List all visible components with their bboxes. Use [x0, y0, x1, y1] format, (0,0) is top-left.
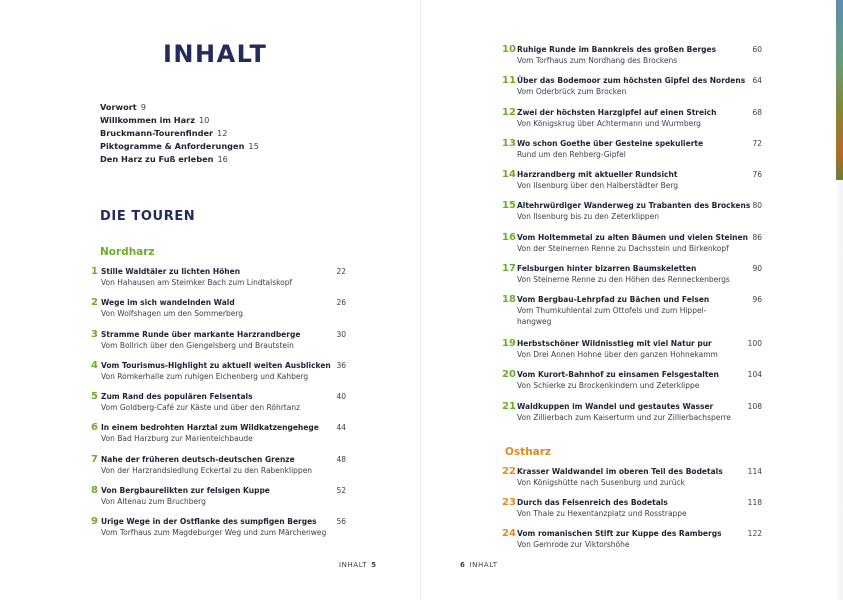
tour-title: In einem bedrohten Harztal zum Wildkatzengehege: [101, 423, 319, 432]
tour-subtitle-continued: hangweg: [517, 317, 552, 326]
tour-title: Herbstschöner Wildnisstieg mit viel Natur pur: [517, 339, 712, 348]
tour-page: 26: [336, 298, 346, 307]
tour-subtitle: Vom Thumkuhlental zum Ottofels und zum Hippel-: [517, 306, 707, 315]
tour-entry-24[interactable]: [502, 528, 762, 556]
tour-entry-13[interactable]: [502, 138, 762, 166]
tour-number: 13: [502, 138, 516, 149]
tour-subtitle: Von Ilsenburg über den Halberstädter Berg: [517, 181, 679, 190]
tour-entry-19[interactable]: [502, 338, 762, 366]
tour-subtitle: Von Wolfshagen um den Sommerberg: [101, 309, 244, 318]
tour-entry-20[interactable]: [502, 369, 762, 397]
tour-number: 8: [91, 485, 98, 496]
front-matter-page: 15: [248, 141, 259, 151]
tour-title: Über das Bodemoor zum höchsten Gipfel des Nordens: [517, 76, 746, 85]
tour-subtitle: Von Thale zu Hexentanzplatz und Rosstrappe: [517, 509, 687, 518]
right-page: [421, 0, 843, 600]
tour-number: 18: [502, 294, 516, 305]
tour-entry-9[interactable]: [86, 516, 346, 544]
tour-number: 23: [502, 497, 516, 508]
tour-entry-10[interactable]: [502, 44, 762, 72]
tour-entry-5[interactable]: [86, 391, 346, 419]
tour-subtitle: Von Hahausen am Steimker Bach zum Lindtalskopf: [101, 278, 293, 287]
tour-number: 2: [91, 297, 98, 308]
tour-title: Harzrandberg mit aktueller Rundsicht: [517, 170, 678, 179]
tour-number: 16: [502, 232, 516, 243]
front-matter-item[interactable]: [100, 114, 259, 127]
tour-entry-2[interactable]: [86, 297, 346, 325]
tour-title: Von Bergbaurelikten zur felsigen Kuppe: [101, 486, 270, 495]
tour-title: Zum Rand des populären Felsentals: [101, 392, 253, 401]
front-matter-page: 9: [140, 102, 146, 112]
tour-subtitle: Von der Steinernen Renne zu Dachsstein und Birkenkopf: [517, 244, 729, 253]
tour-subtitle: Von Königskrug über Achtermann und Wurmberg: [517, 119, 701, 128]
tour-entry-3[interactable]: [86, 329, 346, 357]
tour-entry-22[interactable]: [502, 466, 762, 494]
tour-number: 11: [502, 75, 516, 86]
tour-title: Waldkuppen im Wandel und gestautes Wasser: [517, 402, 714, 411]
tour-page: 36: [336, 361, 346, 370]
tour-entry-23[interactable]: [502, 497, 762, 525]
tour-page: 104: [747, 370, 762, 379]
front-matter-page: 12: [217, 128, 228, 138]
tour-subtitle: Vom Torfhaus zum Nordhang des Brockens: [517, 56, 678, 65]
tour-page: 80: [752, 201, 762, 210]
tour-page: 60: [752, 45, 762, 54]
tour-entry-8[interactable]: [86, 485, 346, 513]
tour-subtitle: Von Romkerhalle zum ruhigen Eichenberg und Kahberg: [101, 372, 309, 381]
tour-title: Krasser Waldwandel im oberen Teil des Bodetals: [517, 467, 723, 476]
front-matter-list: [100, 101, 259, 166]
tour-subtitle: Von Ilsenburg bis zu den Zeterklippen: [517, 212, 659, 221]
footer-right: [456, 561, 498, 569]
tour-page: 22: [336, 267, 346, 276]
front-matter-title: Den Harz zu Fuß erleben: [100, 154, 214, 164]
tour-entry-15[interactable]: [502, 200, 762, 228]
front-matter-item[interactable]: [100, 140, 259, 153]
tour-page: 30: [336, 330, 346, 339]
tour-subtitle: Von Bad Harzburg zur Marienteichbaude: [101, 434, 253, 443]
tour-number: 10: [502, 44, 516, 55]
tour-subtitle: Von Drei Annen Hohne über den ganzen Hohnekamm: [517, 350, 718, 359]
front-matter-title: Piktogramme & Anforderungen: [100, 141, 245, 151]
tour-title: Ruhige Runde im Bannkreis des großen Berges: [517, 45, 717, 54]
tour-entry-18[interactable]: [502, 294, 762, 332]
front-matter-item[interactable]: [100, 127, 259, 140]
next-page-photo-edge: [836, 0, 843, 180]
tour-page: 44: [336, 423, 346, 432]
tour-subtitle: Von Steinerne Renne zu den Höhen des Renneckenbergs: [517, 275, 730, 284]
tour-title: Vom Holtemmetal zu alten Bäumen und vielen Steinen: [517, 233, 748, 242]
tour-title: Stramme Runde über markante Harzrandberge: [101, 330, 301, 339]
tour-page: 96: [752, 295, 762, 304]
tour-title: Altehrwürdiger Wanderweg zu Trabanten des Brockens: [517, 201, 751, 210]
tour-page: 40: [336, 392, 346, 401]
tour-subtitle: Vom Bollrich über den Giengelsberg und Brautstein: [101, 341, 294, 350]
tour-title: Stille Waldtäler zu lichten Höhen: [101, 267, 241, 276]
front-matter-item[interactable]: [100, 101, 259, 114]
tour-title: Nahe der früheren deutsch-deutschen Grenze: [101, 455, 295, 464]
tour-entry-11[interactable]: [502, 75, 762, 103]
tour-number: 15: [502, 200, 516, 211]
tour-entry-1[interactable]: [86, 266, 346, 294]
tour-page: 108: [747, 402, 762, 411]
tour-page: 72: [752, 139, 762, 148]
page-title: INHALT: [163, 40, 268, 68]
tour-title: Urige Wege in der Ostflanke des sumpfigen Berges: [101, 517, 317, 526]
front-matter-item[interactable]: [100, 153, 259, 166]
tour-subtitle: Vom Oderbrück zum Brocken: [517, 87, 627, 96]
left-page: [0, 0, 421, 600]
footer-page-number: 5: [371, 561, 377, 569]
tour-number: 12: [502, 107, 516, 118]
tour-number: 22: [502, 466, 516, 477]
tour-number: 14: [502, 169, 516, 180]
tour-entry-21[interactable]: [502, 401, 762, 429]
tour-number: 7: [91, 454, 98, 465]
tour-number: 24: [502, 528, 516, 539]
tour-number: 19: [502, 338, 516, 349]
next-page-edge: [836, 180, 843, 600]
tour-page: 86: [752, 233, 762, 242]
tour-page: 68: [752, 108, 762, 117]
tour-subtitle: Von der Harzrandsiedlung Eckertal zu den Rabenklippen: [101, 466, 313, 475]
tour-title: Vom Kurort-Bahnhof zu einsamen Felsgestalten: [517, 370, 719, 379]
tour-entry-12[interactable]: [502, 107, 762, 135]
tour-number: 20: [502, 369, 516, 380]
tour-title: Wege im sich wandelnden Wald: [101, 298, 235, 307]
tour-page: 48: [336, 455, 346, 464]
tour-page: 52: [336, 486, 346, 495]
tour-page: 114: [747, 467, 762, 476]
tour-subtitle: Von Altenau zum Bruchberg: [101, 497, 206, 506]
tour-subtitle: Von Gernrode zur Viktorshöhe: [517, 540, 630, 549]
tour-title: Vom romanischen Stift zur Kuppe des Rambergs: [517, 529, 722, 538]
tour-page: 122: [747, 529, 762, 538]
footer-left: [339, 561, 381, 569]
tour-page: 76: [752, 170, 762, 179]
tour-subtitle: Rund um den Rehberg-Gipfel: [517, 150, 626, 159]
section-heading-tours: DIE TOUREN: [100, 209, 196, 224]
footer-label: INHALT: [469, 561, 498, 569]
footer-label: INHALT: [339, 561, 368, 569]
tour-entry-17[interactable]: [502, 263, 762, 291]
tour-title: Vom Bergbau-Lehrpfad zu Bächen und Felsen: [517, 295, 710, 304]
footer-page-number: 6: [460, 561, 466, 569]
tour-number: 6: [91, 422, 98, 433]
tour-entry-16[interactable]: [502, 232, 762, 260]
tour-title: Felsburgen hinter bizarren Baumskeletten: [517, 264, 697, 273]
tour-subtitle: Von Königshütte nach Susenburg und zurück: [517, 478, 685, 487]
tour-entry-7[interactable]: [86, 454, 346, 482]
tour-page: 56: [336, 517, 346, 526]
front-matter-title: Willkommen im Harz: [100, 115, 195, 125]
tour-page: 118: [747, 498, 762, 507]
tour-subtitle: Vom Goldberg-Café zur Käste und über den Röhrtanz: [101, 403, 301, 412]
region-heading-nordharz: Nordharz: [100, 246, 155, 258]
tour-page: 90: [752, 264, 762, 273]
tour-number: 9: [91, 516, 98, 527]
region-heading-ostharz: Ostharz: [505, 446, 552, 458]
tour-entry-4[interactable]: [86, 360, 346, 388]
tour-title: Vom Tourismus-Highlight zu aktuell weiten Ausblicken: [101, 361, 331, 370]
tour-number: 1: [91, 266, 98, 277]
tour-page: 64: [752, 76, 762, 85]
tour-subtitle: Vom Torfhaus zum Magdeburger Weg und zum Märchenweg: [101, 528, 327, 537]
front-matter-title: Vorwort: [100, 102, 137, 112]
front-matter-page: 16: [217, 154, 228, 164]
tour-number: 21: [502, 401, 516, 412]
front-matter-title: Bruckmann-Tourenfinder: [100, 128, 214, 138]
tour-number: 3: [91, 329, 98, 340]
tour-title: Zwei der höchsten Harzgipfel auf einen Streich: [517, 108, 717, 117]
tour-entry-6[interactable]: [86, 422, 346, 450]
tour-title: Wo schon Goethe über Gesteine spekulierte: [517, 139, 704, 148]
tour-title: Durch das Felsenreich des Bodetals: [517, 498, 668, 507]
tour-number: 4: [91, 360, 98, 371]
tour-number: 5: [91, 391, 98, 402]
tour-subtitle: Von Zillierbach zum Kaiserturm und zur Zillierbachsperre: [517, 413, 731, 422]
tour-subtitle: Von Schierke zu Brockenkindern und Zeterklippe: [517, 381, 700, 390]
tour-page: 100: [747, 339, 762, 348]
tour-number: 17: [502, 263, 516, 274]
front-matter-page: 10: [198, 115, 210, 125]
tour-entry-14[interactable]: [502, 169, 762, 197]
